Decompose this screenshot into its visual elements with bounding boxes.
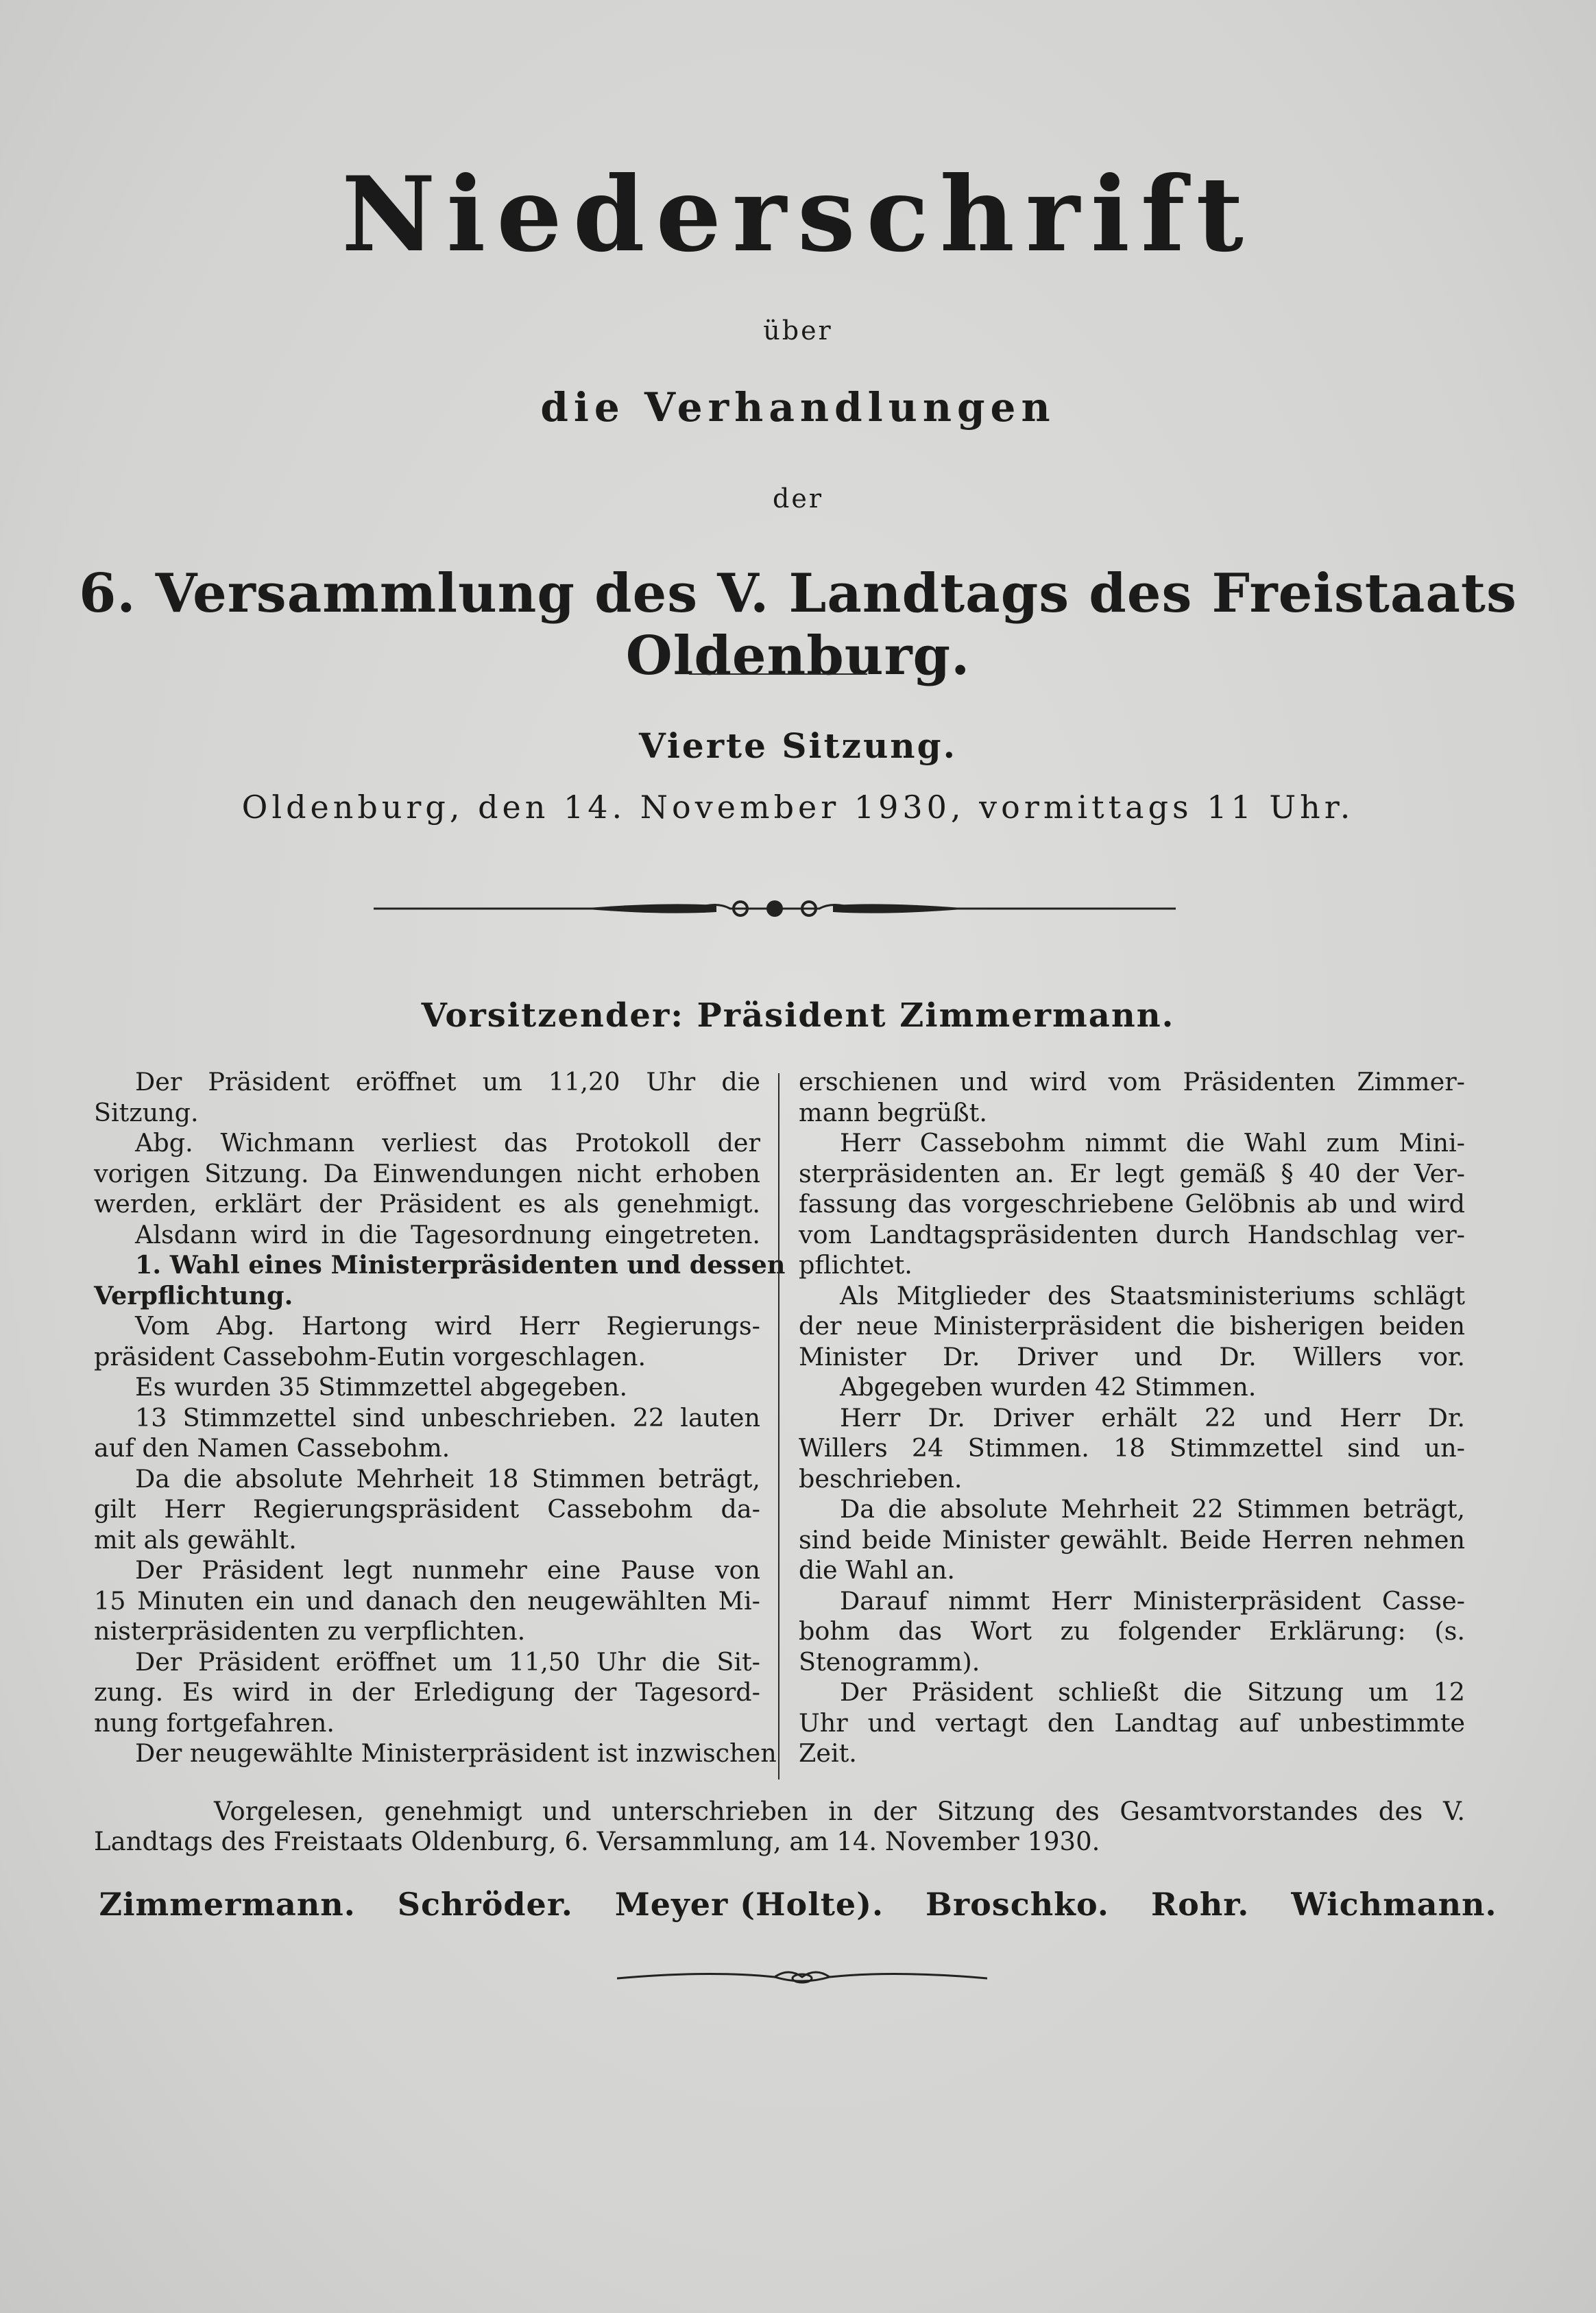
text-line: Stenogramm).: [799, 1646, 980, 1677]
text-line: nisterpräsidenten zu verpflichten.: [94, 1616, 526, 1646]
text-line: Der Präsident eröffnet um 11,20 Uhr die: [135, 1067, 760, 1096]
text-line: beschrieben.: [799, 1463, 963, 1494]
text-line: werden, erklärt der Präsident es als genehmigt.: [94, 1189, 760, 1219]
session-name: Vierte Sitzung.: [638, 726, 958, 766]
text-line: Minister Dr. Driver und Dr. Willers vor.: [799, 1341, 1465, 1371]
subtitle-der: der: [773, 483, 823, 514]
text-line: Zeit.: [799, 1738, 857, 1768]
signatory: Broschko.: [926, 1886, 1109, 1923]
text-line: mann begrüßt.: [799, 1097, 987, 1127]
signatory: Schröder.: [397, 1886, 573, 1923]
subtitle-ueber: über: [763, 315, 833, 346]
signatory: Meyer (Holte).: [614, 1886, 884, 1923]
text-line: Darauf nimmt Herr Ministerpräsident Casse-: [840, 1585, 1465, 1616]
text-line: zung. Es wird in der Erledigung der Tagesord-: [94, 1677, 760, 1707]
right-column: [799, 1067, 1465, 1769]
text-line: Abg. Wichmann verliest das Protokoll der: [135, 1128, 760, 1158]
text-line: erschienen und wird vom Präsidenten Zimmer-: [799, 1067, 1465, 1096]
text-line: 1. Wahl eines Ministerpräsidenten und dessen: [135, 1250, 786, 1280]
text-line: sterpräsidenten an. Er legt gemäß § 40 der Ver-: [799, 1158, 1465, 1188]
text-line: Als Mitglieder des Staatsministeriums schlägt: [840, 1280, 1465, 1310]
text-line: sind beide Minister gewählt. Beide Herren nehmen: [799, 1524, 1465, 1555]
signatories: [0, 1886, 1596, 1923]
subtitle-verhandlungen: die Verhandlungen: [540, 384, 1056, 431]
short-divider: [689, 673, 867, 675]
text-line: Herr Dr. Driver erhält 22 und Herr Dr.: [840, 1402, 1465, 1433]
text-line: Der neugewählte Ministerpräsident ist inzwischen: [135, 1738, 777, 1768]
text-line: vom Landtagspräsidenten durch Handschlag ver-: [799, 1219, 1465, 1249]
text-line: Vom Abg. Hartong wird Herr Regierungs-: [135, 1311, 760, 1341]
text-line: Da die absolute Mehrheit 18 Stimmen beträgt,: [135, 1463, 760, 1494]
text-line: 13 Stimmzettel sind unbeschrieben. 22 lauten: [135, 1402, 760, 1433]
ornamental-divider: [374, 891, 1176, 926]
assembly-heading: 6. Versammlung des V. Landtags des Freistaats Oldenburg.: [79, 562, 1517, 687]
text-line: die Wahl an.: [799, 1555, 956, 1585]
session-dateline: Oldenburg, den 14. November 1930, vormittags 11 Uhr.: [241, 789, 1355, 826]
text-line: mit als gewählt.: [94, 1524, 297, 1555]
signatory: Rohr.: [1150, 1886, 1250, 1923]
text-line: 15 Minuten ein und danach den neugewählten Mi-: [94, 1585, 760, 1616]
text-line: Der Präsident legt nunmehr eine Pause von: [135, 1555, 760, 1585]
text-line: gilt Herr Regierungspräsident Cassebohm da-: [94, 1494, 760, 1524]
text-line: nung fortgefahren.: [94, 1707, 335, 1738]
text-line: Es wurden 35 Stimmzettel abgegeben.: [135, 1372, 628, 1402]
text-line: Alsdann wird in die Tagesordnung eingetreten.: [135, 1219, 760, 1249]
text-line: Willers 24 Stimmen. 18 Stimmzettel sind un-: [799, 1433, 1465, 1463]
signatory: Wichmann.: [1291, 1886, 1497, 1923]
text-line: präsident Cassebohm-Eutin vorgeschlagen.: [94, 1341, 646, 1371]
signatory: Zimmermann.: [99, 1886, 356, 1923]
closing-ornament: [617, 1965, 987, 1992]
text-line: bohm das Wort zu folgender Erklärung: (s.: [799, 1616, 1465, 1646]
text-line: pflichtet.: [799, 1250, 912, 1280]
text-line: der neue Ministerpräsident die bisherigen beiden: [799, 1311, 1465, 1341]
document-title: Niederschrift: [341, 154, 1255, 275]
text-line: Der Präsident schließt die Sitzung um 12: [840, 1677, 1465, 1707]
column-divider: [778, 1073, 779, 1779]
text-line: Sitzung.: [94, 1097, 199, 1127]
text-line: vorigen Sitzung. Da Einwendungen nicht erhoben: [94, 1158, 760, 1188]
text-line: Verpflichtung.: [94, 1280, 293, 1310]
text-line: fassung das vorgeschriebene Gelöbnis ab und wird: [799, 1189, 1465, 1219]
text-line: Da die absolute Mehrheit 22 Stimmen beträgt,: [840, 1494, 1465, 1524]
text-line: Abgegeben wurden 42 Stimmen.: [840, 1372, 1257, 1402]
chair-line: Vorsitzender: Präsident Zimmermann.: [421, 996, 1175, 1035]
text-line: Der Präsident eröffnet um 11,50 Uhr die Sit-: [135, 1646, 760, 1677]
text-line: Uhr und vertagt den Landtag auf unbestimmte: [799, 1707, 1465, 1738]
left-column: [94, 1067, 786, 1769]
text-line: auf den Namen Cassebohm.: [94, 1433, 450, 1463]
text-line: Herr Cassebohm nimmt die Wahl zum Mini-: [840, 1128, 1465, 1158]
closing-statement: Vorgelesen, genehmigt und unterschrieben in der Sitzung des Gesamtvorstandes des V. Landtags des Freistaats Oldenburg, 6. Versammlung, am 14. November 1930.: [94, 1797, 1465, 1856]
